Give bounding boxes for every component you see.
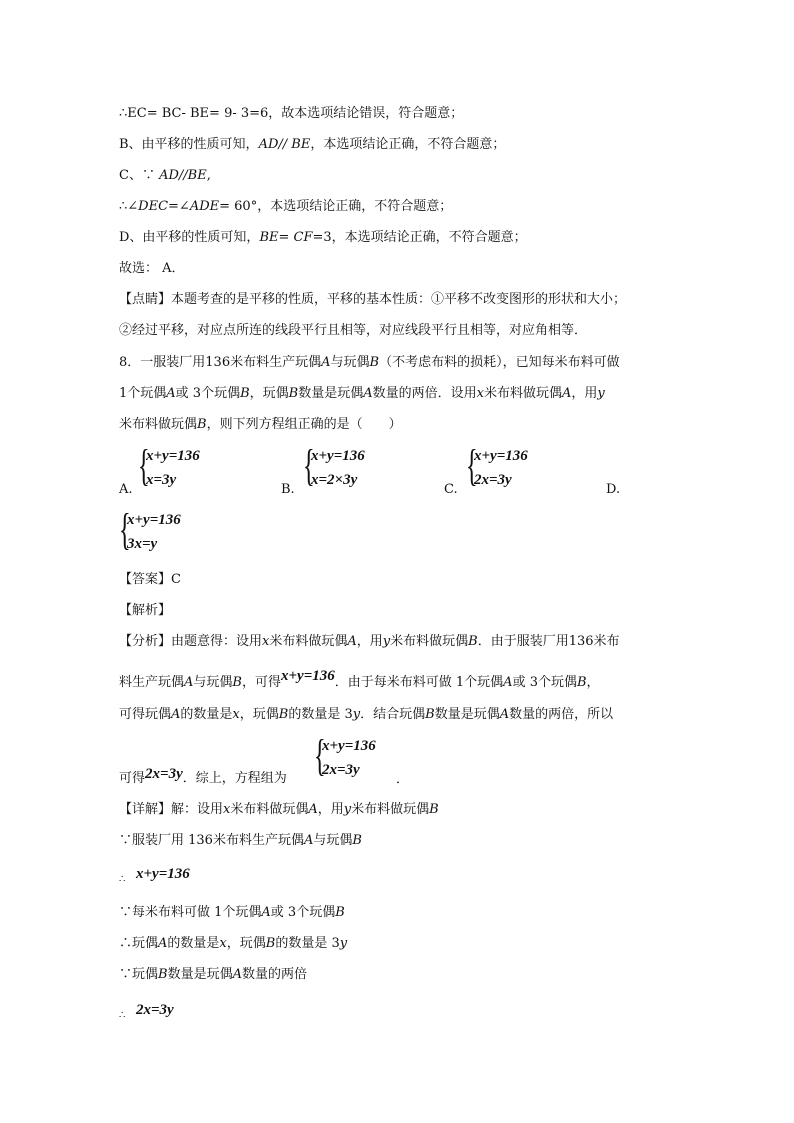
key-point-line-1: 【点睛】本题考查的是平移的性质，平移的基本性质：①平移不改变图形的形状和大小； bbox=[119, 292, 627, 307]
option-a-label: A. bbox=[119, 482, 133, 497]
detail-line-4: ∵每米布料可做 1个玩偶A或 3个玩偶B bbox=[119, 905, 345, 920]
question-8-line-2: 1个玩偶A或 3个玩偶B，玩偶B数量是玩偶A数量的两倍．设用x米布料做玩偶A，用y bbox=[119, 386, 605, 401]
solution-line-c: C、∵ AD//BE, bbox=[119, 168, 211, 183]
analysis-line-4: 可得2x=3y．综上，方程组为 bbox=[119, 766, 287, 786]
solution-line-angle: ∴∠DEC=∠ADE= 60°，本选项结论正确，不符合题意； bbox=[119, 199, 453, 214]
analysis-period: ． bbox=[396, 772, 410, 787]
brace-icon: { bbox=[314, 731, 326, 780]
therefore-icon: ∴ bbox=[119, 1010, 125, 1021]
answer-line: 【答案】C bbox=[119, 572, 181, 587]
brace-icon: { bbox=[466, 441, 478, 490]
solution-line-ec: ∴EC= BC- BE= 9- 3=6，故本选项结论错误，符合题意； bbox=[119, 106, 464, 121]
detail-line-1: 【详解】解：设用x米布料做玩偶A，用y米布料做玩偶B bbox=[119, 802, 439, 817]
detail-equation-1: x+y=136 bbox=[136, 866, 190, 882]
question-8-line-3: 米布料做玩偶B，则下列方程组正确的是（ ） bbox=[119, 417, 402, 432]
analysis-line-1: 【分析】由题意得：设用x米布料做玩偶A，用y米布料做玩偶B．由于服装厂用136米布 bbox=[119, 634, 620, 649]
brace-icon: { bbox=[138, 441, 150, 490]
option-b-label: B. bbox=[281, 482, 295, 497]
option-d-label: D. bbox=[606, 482, 621, 497]
solution-line-b: B、由平移的性质可知，AD// BE，本选项结论正确，不符合题意； bbox=[119, 137, 506, 152]
therefore-icon: ∴ bbox=[119, 874, 125, 885]
brace-icon: { bbox=[119, 505, 131, 554]
brace-icon: { bbox=[303, 441, 315, 490]
detail-equation-2: 2x=3y bbox=[136, 1002, 174, 1018]
detail-line-5: ∴玩偶A的数量是x，玩偶B的数量是 3y bbox=[119, 936, 348, 951]
analysis-line-3: 可得玩偶A的数量是x，玩偶B的数量是 3y．结合玩偶B数量是玩偶A数量的两倍，所以 bbox=[119, 707, 614, 722]
solution-line-d: D、由平移的性质可知，BE= CF=3，本选项结论正确，不符合题意； bbox=[119, 230, 527, 245]
detail-line-6: ∵玩偶B数量是玩偶A数量的两倍 bbox=[119, 967, 307, 982]
key-point-line-2: ②经过平移，对应点所连的线段平行且相等，对应线段平行且相等，对应角相等． bbox=[119, 323, 588, 338]
analysis-heading: 【解析】 bbox=[119, 603, 172, 618]
solution-choice: 故选： A． bbox=[119, 261, 185, 276]
question-8-line-1: 8．一服装厂用136米布料生产玩偶A与玩偶B（不考虑布料的损耗），已知每米布料可做 bbox=[119, 355, 620, 370]
detail-line-2: ∵服装厂用 136米布料生产玩偶A与玩偶B bbox=[119, 833, 362, 848]
analysis-line-2: 料生产玩偶A与玩偶B，可得x+y=136．由于每米布料可做 1个玩偶A或 3个玩偶B， bbox=[119, 668, 600, 690]
option-c-label: C. bbox=[444, 482, 458, 497]
